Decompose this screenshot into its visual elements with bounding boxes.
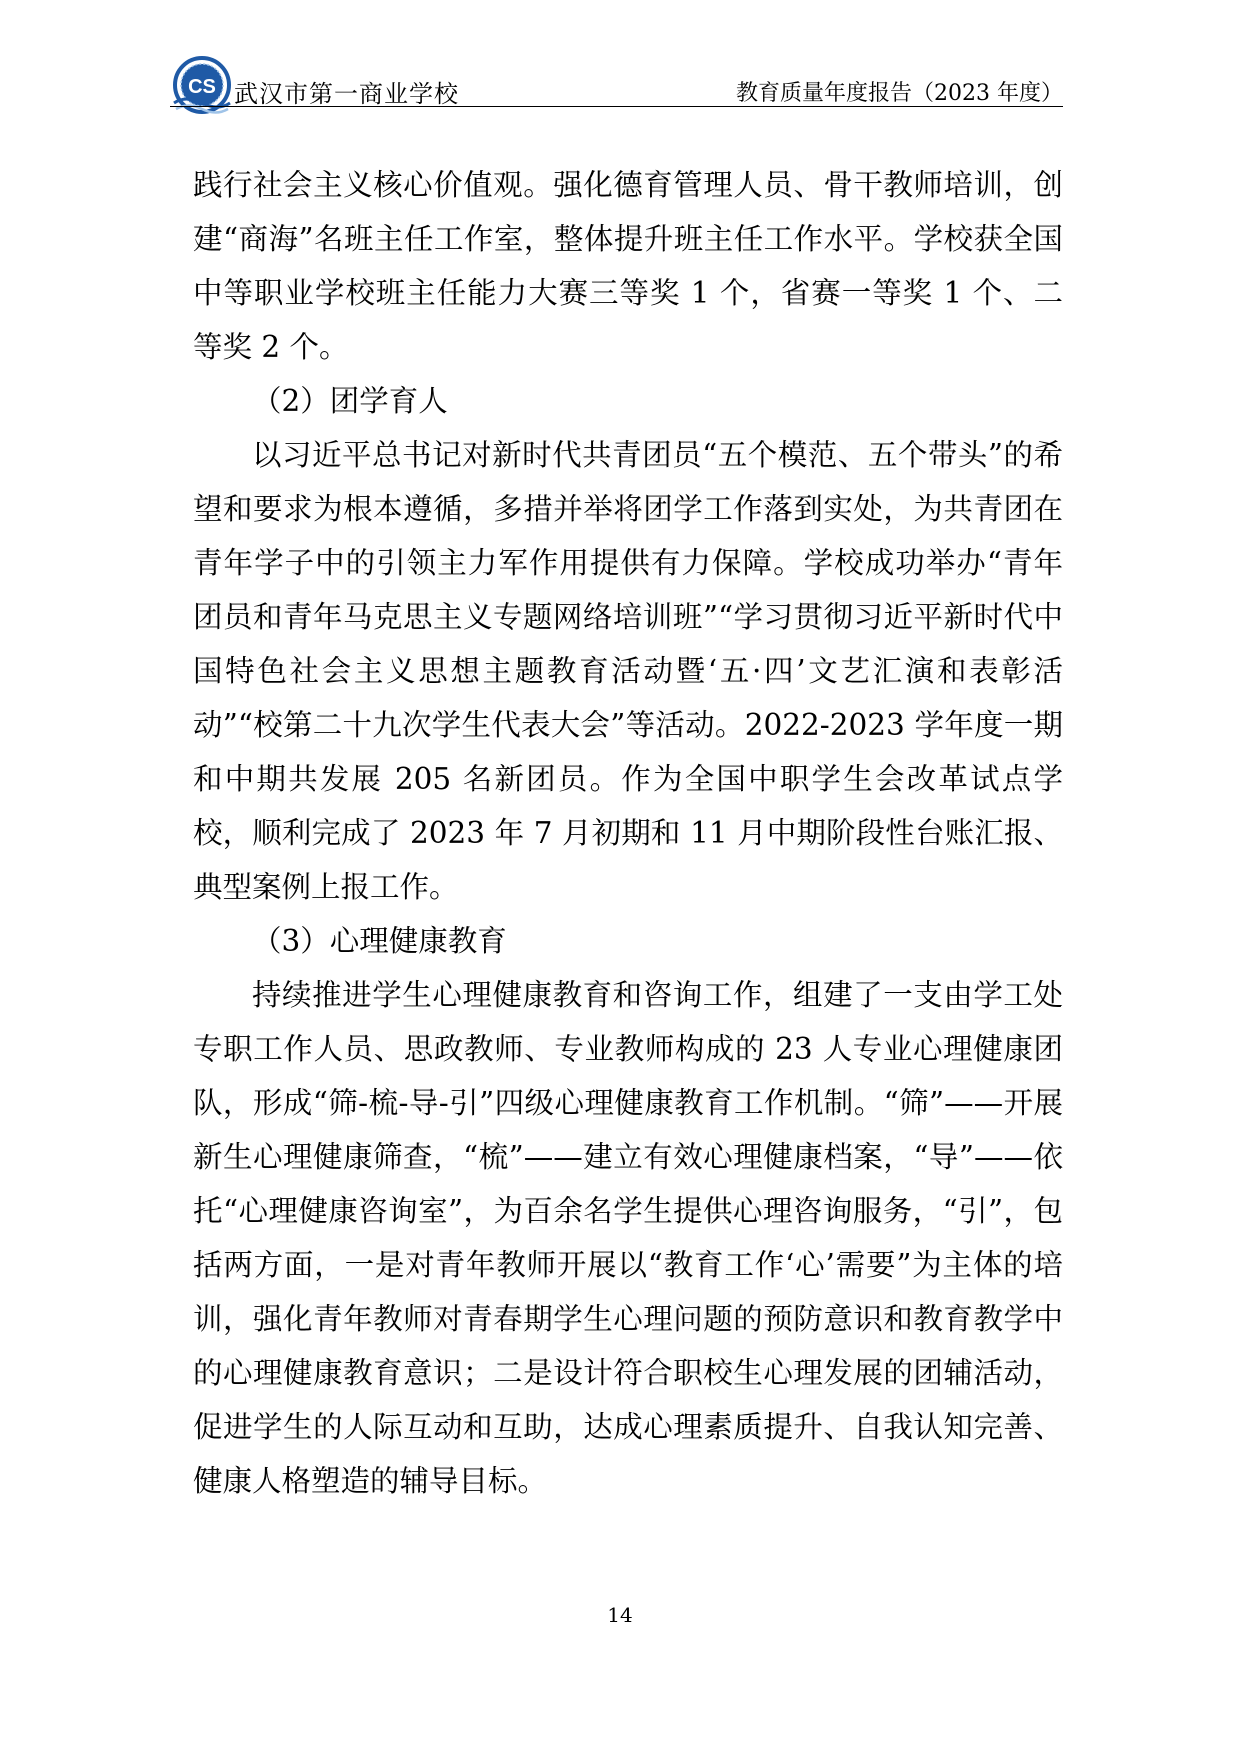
section-3-paragraph: 持续推进学生心理健康教育和咨询工作，组建了一支由学工处专职工作人员、思政教师、专业教师构成的 23 人专业心理健康团队，形成“筛-梳-导-引”四级心理健康教育工作机制。“筛”——开展新生心理健康筛查，“梳”——建立有效心理健康档案，“导”——依托“心理健康咨询室”，为百余名学生提供心理咨询服务，“引”，包括两方面，一是对青年教师开展以“教育工作‘心’需要”为主体的培训，强化青年教师对青春期学生心理问题的预防意识和教育教学中的心理健康教育意识；二是设计符合职校生心理发展的团辅活动，促进学生的人际互动和互助，达成心理素质提升、自我认知完善、健康人格塑造的辅导目标。 <box>193 978 1063 1498</box>
section-2-paragraph: 以习近平总书记对新时代共青团员“五个模范、五个带头”的希望和要求为根本遵循，多措并举将团学工作落到实处，为共青团在青年学子中的引领主力军作用提供有力保障。学校成功举办“青年团员和青年马克思主义专题网络培训班”“学习贯彻习近平新时代中国特色社会主义思想主题教育活动暨‘五·四’文艺汇演和表彰活动”“校第二十九次学生代表大会”等活动。2022-2023 学年度一期和中期共发展 205 名新团员。作为全国中职学生会改革试点学校，顺利完成了 2023 年 7 月初期和 11 月中期阶段性台账汇报、典型案例上报工作。 <box>193 438 1063 904</box>
school-name: 武汉市第一商业学校 <box>234 80 459 108</box>
section-3-heading: （3）心理健康教育 <box>252 924 507 958</box>
report-title: 教育质量年度报告（2023 年度） <box>736 81 1063 106</box>
section-2-heading: （2）团学育人 <box>252 384 448 418</box>
intro-paragraph: 践行社会主义核心价值观。强化德育管理人员、骨干教师培训，创建“商海”名班主任工作室，整体提升班主任工作水平。学校获全国中等职业学校班主任能力大赛三等奖 1 个，省赛一等奖 1 个、二等奖 2 个。 <box>193 168 1063 364</box>
school-logo <box>170 55 234 119</box>
page-number: 14 <box>607 1603 633 1627</box>
page-content <box>193 158 1063 1508</box>
logo-letters: CS <box>188 76 216 98</box>
header-rule <box>170 106 1063 107</box>
page-header <box>170 55 1063 109</box>
